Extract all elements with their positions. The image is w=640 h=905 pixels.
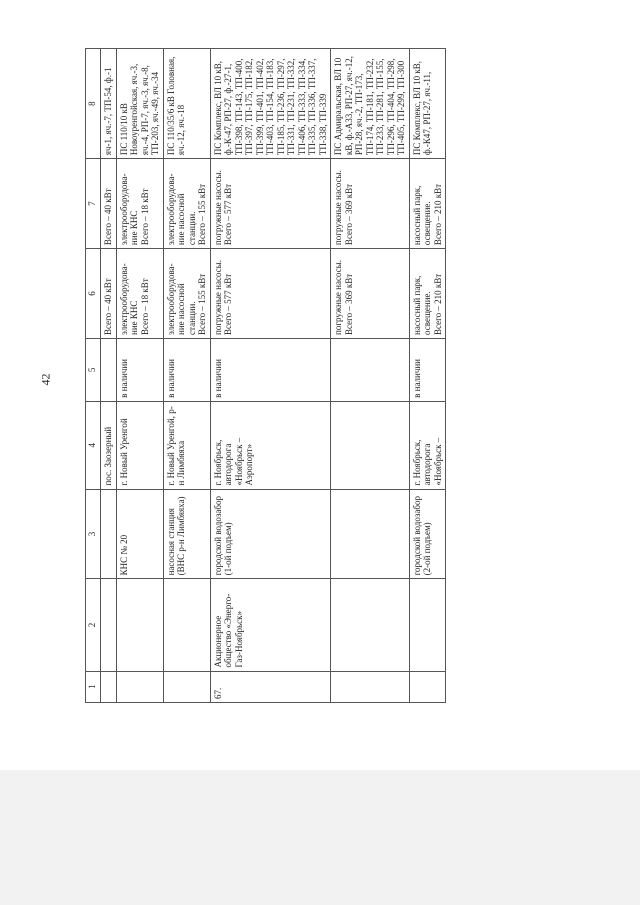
table-cell-c7: электрооборудова- ние насосной станции. Всего – 155 кВт (163, 159, 210, 249)
table-cell-c8: ПС Комплекс, ВЛ 10 кВ, ф.-К-47, РП-27, ф.-27-1, ТП-398, ТП-143, ТП-400, ТП-397, ТП-175, ТП-182, ТП-399, ТП-401, ТП-402, ТП-403, ТП-154, ТП-183, ТП-185, ТП-236, ТП-297, ТП-331, ТП-231, ТП-332, ТП-406, ТП-333, ТП-334, ТП-335, ТП-336, ТП-337, ТП-338, ТП-339 (210, 49, 331, 159)
table-cell-c3: насосная станция (ВНС р-н Лимбяяха) (163, 489, 210, 579)
table-cell-c2 (331, 579, 410, 671)
table-cell-c3: городской водозабор (2-ой подъем) (409, 489, 446, 579)
table-cell-c8: ПС Комплекс, ВЛ 10 кВ, ф.-К47, РП-27, яч.-11, (409, 49, 446, 159)
table-cell-c7: электрооборудова- ние КНС Всего – 18 кВт (116, 159, 163, 249)
table-cell-c1 (331, 671, 410, 702)
table-cell-c1: 67. (210, 671, 331, 702)
table-cell-c2 (101, 579, 117, 671)
table-row (101, 49, 117, 703)
table-cell-c2 (409, 579, 446, 671)
table-row (116, 49, 163, 703)
header-cell: 4 (86, 401, 101, 489)
table-container (85, 48, 620, 703)
table-cell-c6: Всего – 40 кВт (101, 249, 117, 339)
table-cell-c2 (116, 579, 163, 671)
table-cell-c8: ПС 110/35/6 кВ Головная, яч.-12, яч.-18 (163, 49, 210, 159)
header-cell: 8 (86, 49, 101, 159)
table-cell-c4: г. Ноябрьск, автодорога «Ноябрьск – Аэропорт» (210, 401, 331, 489)
header-cell: 6 (86, 249, 101, 339)
table-cell-c1 (163, 671, 210, 702)
header-row (86, 49, 101, 703)
table-cell-c4: г. Новый Уренгой, р-н Лимбяяха (163, 401, 210, 489)
table-cell-c3: КНС № 20 (116, 489, 163, 579)
table-cell-c8: яч-1, яч.-7, ТП-54, ф.-1 (101, 49, 117, 159)
table-cell-c4: г. Новый Уренгой (116, 401, 163, 489)
table-cell-c3: городской водозабор (1-ой подъем) (210, 489, 331, 579)
table-cell-c4 (331, 401, 410, 489)
table-cell-c8: ПС 110/10 кВ Новоуренгойская, яч.-3, яч.-4, РП-7, яч.-3, яч.-8, ТП-203, яч.-49, яч.-34 (116, 49, 163, 159)
header-cell: 7 (86, 159, 101, 249)
header-cell: 3 (86, 489, 101, 579)
table-cell-c8: ПС Адмиральская, ВЛ 10 кВ, ф.-А33, РП-27, яч.-12, РП-28, яч.-2, ТП-173, ТП-174, ТП-181, ТП-232, ТП-233, ТП-281, ТП-155, ТП-296, ТП-404, ТП-298, ТП-405, ТП-299, ТП-300 (331, 49, 410, 159)
table-cell-c4: пос. Заозерный (101, 401, 117, 489)
table-cell-c6: электрооборудова- ние КНС Всего – 18 кВт (116, 249, 163, 339)
table-row (409, 49, 446, 703)
table-cell-c5: в наличии (116, 338, 163, 401)
table-cell-c6: погружные насосы. Всего – 577 кВт (210, 249, 331, 339)
table-cell-c5 (101, 338, 117, 401)
table-cell-c7: Всего – 40 кВт (101, 159, 117, 249)
table-cell-c7: насосный парк, освещение. Всего – 210 кВт (409, 159, 446, 249)
header-cell: 1 (86, 671, 101, 702)
table-cell-c7: погружные насосы. Всего – 369 кВт (331, 159, 410, 249)
table-cell-c5 (331, 338, 410, 401)
table-cell-c6: погружные насосы. Всего – 369 кВт (331, 249, 410, 339)
table-cell-c5: в наличии (210, 338, 331, 401)
table-row (331, 49, 410, 703)
page-number: 42 (38, 373, 53, 386)
table-row (210, 49, 331, 703)
table-cell-c6: электрооборудова- ние насосной станции. Всего – 155 кВт (163, 249, 210, 339)
header-cell: 2 (86, 579, 101, 671)
table-cell-c3 (101, 489, 117, 579)
header-cell: 5 (86, 338, 101, 401)
table-cell-c1 (101, 671, 117, 702)
table-cell-c6: насосный парк, освещение. Всего – 210 кВт (409, 249, 446, 339)
table-cell-c5: в наличии (409, 338, 446, 401)
table-cell-c3 (331, 489, 410, 579)
table-cell-c4: г. Ноябрьск, автодорога «Ноябрьск – (409, 401, 446, 489)
table-cell-c1 (116, 671, 163, 702)
table-cell-c7: погружные насосы. Всего – 577 кВт (210, 159, 331, 249)
table-cell-c1 (409, 671, 446, 702)
data-table (85, 48, 446, 703)
table-cell-c5: в наличии (163, 338, 210, 401)
table-cell-c2 (163, 579, 210, 671)
table-cell-c2: Акционерное общество «Энерго-Газ-Ноябрьск» (210, 579, 331, 671)
table-row (163, 49, 210, 703)
